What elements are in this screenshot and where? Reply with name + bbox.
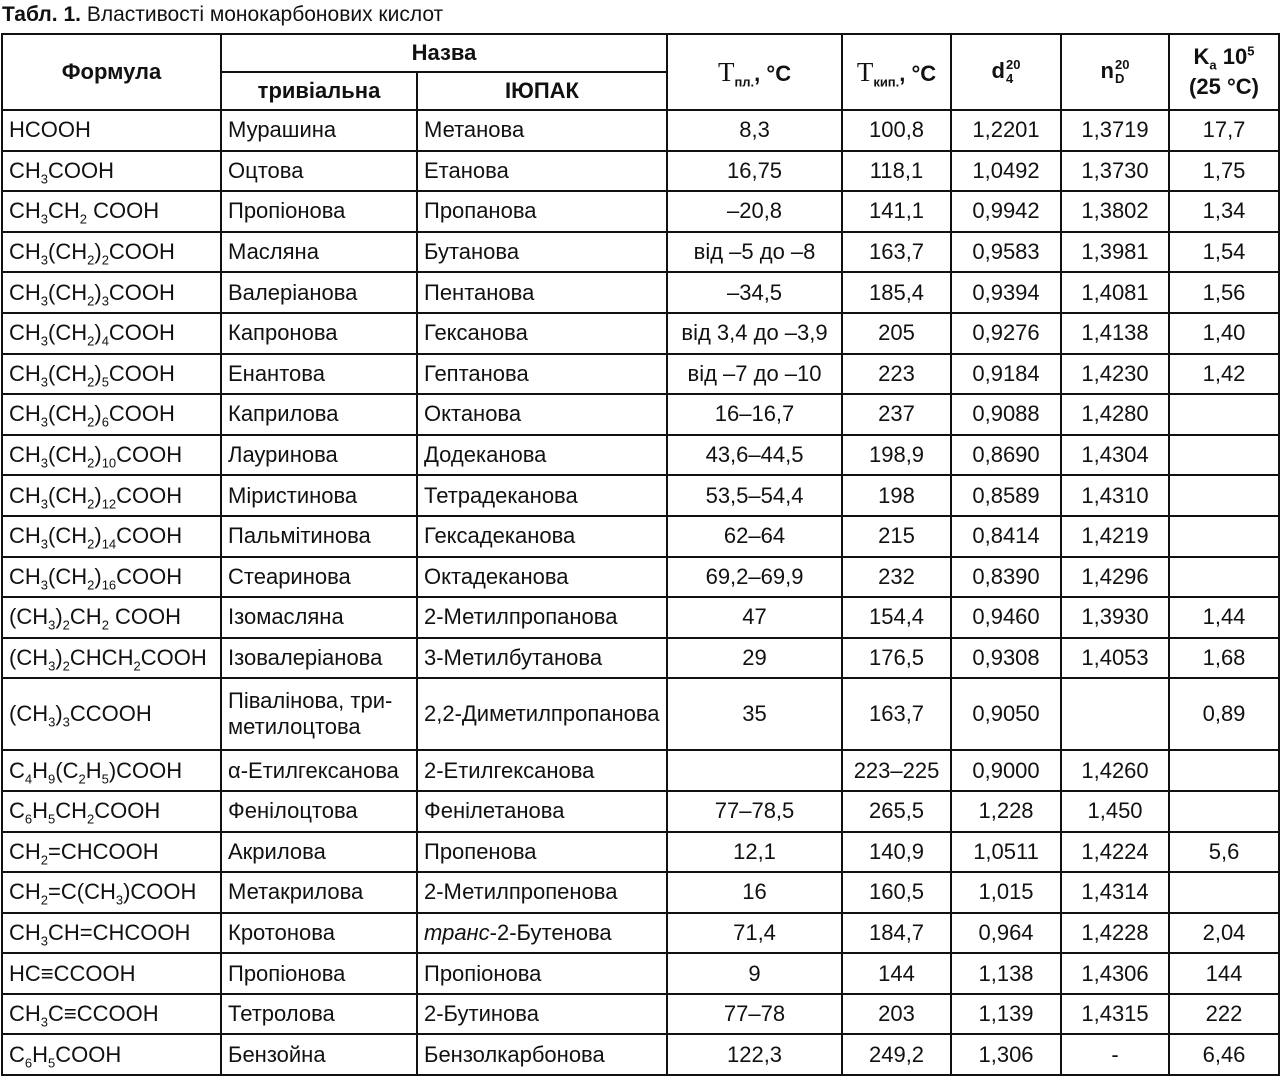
cell-density: 1,0511 [951, 832, 1061, 873]
cell-formula: $CH_3(CH_2)_{16}COOH$ [2, 557, 221, 598]
cell-boiling-point: 176,5 [842, 638, 951, 679]
cell-formula: $CH_3CH_2$ COOH [2, 191, 221, 232]
cell-trivial-name: Ізовалеріанова [221, 638, 417, 679]
cell-trivial-name: Фенілоцтова [221, 791, 417, 832]
cell-boiling-point: 140,9 [842, 832, 951, 873]
cell-melting-point: 71,4 [667, 913, 842, 954]
table-row [2, 232, 1279, 273]
cell-boiling-point: 184,7 [842, 913, 951, 954]
cell-ka: 1,54 [1169, 232, 1279, 273]
cell-formula: $CH_3(CH_2)_5COOH$ [2, 354, 221, 395]
table-row [2, 791, 1279, 832]
cell-ka: 2,04 [1169, 913, 1279, 954]
cell-iupac-name: 2,2-Диметилпропанова [417, 678, 667, 750]
cell-trivial-name: Акрилова [221, 832, 417, 873]
header-refraction: n20 D [1061, 34, 1169, 110]
cell-melting-point: 122,3 [667, 1034, 842, 1075]
cell-density: 1,306 [951, 1034, 1061, 1075]
cell-density: 0,8690 [951, 435, 1061, 476]
cell-melting-point: 12,1 [667, 832, 842, 873]
cell-boiling-point: 154,4 [842, 597, 951, 638]
cell-trivial-name: Бензойна [221, 1034, 417, 1075]
cell-boiling-point: 144 [842, 953, 951, 994]
cell-trivial-name: Міристинова [221, 475, 417, 516]
cell-ka [1169, 872, 1279, 913]
cell-trivial-name: Енантова [221, 354, 417, 395]
cell-iupac-name: Тетрадеканова [417, 475, 667, 516]
cell-ka: 144 [1169, 953, 1279, 994]
cell-ka [1169, 557, 1279, 598]
cell-formula: $(CH_3)_2CHCH_2COOH$ [2, 638, 221, 679]
cell-formula: $CH_3(CH_2)_{14}COOH$ [2, 516, 221, 557]
cell-boiling-point: 205 [842, 313, 951, 354]
cell-formula: $C_6H_5CH_2COOH$ [2, 791, 221, 832]
cell-iupac-name: Додеканова [417, 435, 667, 476]
cell-refraction: 1,4296 [1061, 557, 1169, 598]
cell-melting-point: 9 [667, 953, 842, 994]
table-row [2, 638, 1279, 679]
header-melting-point: $T_{пл.}$, °C [667, 34, 842, 110]
cell-boiling-point: 198,9 [842, 435, 951, 476]
cell-trivial-name: Мурашина [221, 110, 417, 151]
cell-density: 0,9394 [951, 272, 1061, 313]
cell-formula: $CH_3(CH_2)_3COOH$ [2, 272, 221, 313]
cell-melting-point: 29 [667, 638, 842, 679]
cell-melting-point: 35 [667, 678, 842, 750]
cell-melting-point: 53,5–54,4 [667, 475, 842, 516]
cell-boiling-point: 198 [842, 475, 951, 516]
cell-refraction: 1,4081 [1061, 272, 1169, 313]
cell-iupac-name: Бензолкарбонова [417, 1034, 667, 1075]
cell-trivial-name: α-Етилгексанова [221, 750, 417, 791]
cell-trivial-name: Оцтова [221, 151, 417, 192]
cell-formula: $CH_3(CH_2)_4COOH$ [2, 313, 221, 354]
caption-title: Властивості монокарбонових кислот [86, 3, 444, 26]
cell-formula: $CH_3CH=CHCOOH$ [2, 913, 221, 954]
cell-boiling-point: 100,8 [842, 110, 951, 151]
header-density: d20 4 [951, 34, 1061, 110]
cell-ka: 1,44 [1169, 597, 1279, 638]
cell-ka: 17,7 [1169, 110, 1279, 151]
cell-formula: $CH_2=C(CH_3)COOH$ [2, 872, 221, 913]
cell-melting-point: від –5 до –8 [667, 232, 842, 273]
cell-trivial-name: Стеаринова [221, 557, 417, 598]
cell-iupac-name: Гептанова [417, 354, 667, 395]
cell-trivial-name: Кротонова [221, 913, 417, 954]
cell-ka [1169, 475, 1279, 516]
cell-ka: 1,75 [1169, 151, 1279, 192]
cell-trivial-name: Півалінова, три- метилоцтова [221, 678, 417, 750]
cell-formula: HC≡CCOOH [2, 953, 221, 994]
cell-density: 0,9050 [951, 678, 1061, 750]
cell-iupac-name: Гексанова [417, 313, 667, 354]
cell-density: 1,015 [951, 872, 1061, 913]
cell-iupac-name: Бутанова [417, 232, 667, 273]
cell-ka [1169, 435, 1279, 476]
cell-trivial-name: Метакрилова [221, 872, 417, 913]
cell-refraction: 1,4314 [1061, 872, 1169, 913]
cell-density: 0,9000 [951, 750, 1061, 791]
cell-formula: $C_4H_9(C_2H_5)COOH$ [2, 750, 221, 791]
cell-boiling-point: 223–225 [842, 750, 951, 791]
cell-density: 0,9583 [951, 232, 1061, 273]
cell-trivial-name: Пальмітинова [221, 516, 417, 557]
cell-iupac-name: 2-Метилпропенова [417, 872, 667, 913]
cell-trivial-name: Пропіонова [221, 191, 417, 232]
cell-iupac-name: Пропіонова [417, 953, 667, 994]
table-row [2, 191, 1279, 232]
cell-density: 0,9942 [951, 191, 1061, 232]
cell-melting-point: від 3,4 до –3,9 [667, 313, 842, 354]
table-row [2, 516, 1279, 557]
cell-trivial-name: Пропіонова [221, 953, 417, 994]
cell-density: 1,139 [951, 994, 1061, 1035]
caption-label: Табл. 1. [2, 3, 81, 26]
cell-density: 0,9276 [951, 313, 1061, 354]
cell-ka: 6,46 [1169, 1034, 1279, 1075]
table-row [2, 1034, 1279, 1075]
cell-trivial-name: Валеріанова [221, 272, 417, 313]
cell-iupac-name: Пропенова [417, 832, 667, 873]
cell-refraction [1061, 678, 1169, 750]
cell-density: 0,964 [951, 913, 1061, 954]
cell-formula: $CH_3(CH_2)_6COOH$ [2, 394, 221, 435]
cell-ka: 0,89 [1169, 678, 1279, 750]
cell-boiling-point: 163,7 [842, 232, 951, 273]
cell-iupac-name: 2-Етилгексанова [417, 750, 667, 791]
cell-melting-point: 69,2–69,9 [667, 557, 842, 598]
cell-boiling-point: 118,1 [842, 151, 951, 192]
cell-iupac-name: 2-Метилпропанова [417, 597, 667, 638]
cell-iupac-name: Фенілетанова [417, 791, 667, 832]
cell-melting-point: 16–16,7 [667, 394, 842, 435]
header-name: Назва [221, 34, 667, 72]
cell-iupac-name: Октанова [417, 394, 667, 435]
cell-iupac-name: Етанова [417, 151, 667, 192]
table-row [2, 394, 1279, 435]
cell-ka [1169, 516, 1279, 557]
cell-density: 0,8390 [951, 557, 1061, 598]
cell-iupac-name: 2-Бутинова [417, 994, 667, 1035]
cell-melting-point: –20,8 [667, 191, 842, 232]
cell-density: 0,9088 [951, 394, 1061, 435]
cell-refraction: 1,4228 [1061, 913, 1169, 954]
cell-refraction: 1,4310 [1061, 475, 1169, 516]
table-row [2, 953, 1279, 994]
table-caption [2, 2, 443, 30]
table-row [2, 678, 1279, 750]
cell-melting-point: 77–78 [667, 994, 842, 1035]
cell-trivial-name: Лауринова [221, 435, 417, 476]
cell-refraction: 1,4138 [1061, 313, 1169, 354]
cell-ka: 1,68 [1169, 638, 1279, 679]
cell-trivial-name: Тетролова [221, 994, 417, 1035]
table-row [2, 475, 1279, 516]
cell-refraction: 1,3730 [1061, 151, 1169, 192]
cell-ka [1169, 791, 1279, 832]
cell-refraction: 1,4306 [1061, 953, 1169, 994]
cell-melting-point: 16 [667, 872, 842, 913]
cell-refraction: 1,450 [1061, 791, 1169, 832]
table-row [2, 313, 1279, 354]
cell-boiling-point: 160,5 [842, 872, 951, 913]
cell-refraction: 1,4304 [1061, 435, 1169, 476]
cell-trivial-name: Ізомасляна [221, 597, 417, 638]
cell-boiling-point: 141,1 [842, 191, 951, 232]
cell-ka: 1,42 [1169, 354, 1279, 395]
cell-density: 1,228 [951, 791, 1061, 832]
cell-refraction: 1,3981 [1061, 232, 1169, 273]
cell-refraction: 1,3930 [1061, 597, 1169, 638]
cell-melting-point: 8,3 [667, 110, 842, 151]
cell-iupac-name: Метанова [417, 110, 667, 151]
cell-iupac-name: Гексадеканова [417, 516, 667, 557]
cell-density: 0,9184 [951, 354, 1061, 395]
table-row [2, 272, 1279, 313]
cell-trivial-name: Каприлова [221, 394, 417, 435]
cell-melting-point: 43,6–44,5 [667, 435, 842, 476]
cell-density: 0,8589 [951, 475, 1061, 516]
cell-refraction: 1,4219 [1061, 516, 1169, 557]
cell-formula: $CH_3(CH_2)_{12}COOH$ [2, 475, 221, 516]
table-row [2, 110, 1279, 151]
cell-melting-point [667, 750, 842, 791]
cell-boiling-point: 185,4 [842, 272, 951, 313]
cell-melting-point: 62–64 [667, 516, 842, 557]
cell-melting-point: від –7 до –10 [667, 354, 842, 395]
cell-iupac-name: Пропанова [417, 191, 667, 232]
cell-formula: HCOOH [2, 110, 221, 151]
cell-density: 0,9460 [951, 597, 1061, 638]
cell-refraction: 1,4224 [1061, 832, 1169, 873]
table-row [2, 557, 1279, 598]
cell-ka: 222 [1169, 994, 1279, 1035]
table-body [2, 110, 1279, 1075]
header-ka: $K_a$ $10^5$ (25 °C) [1169, 34, 1279, 110]
cell-formula: $(CH_3)_2CH_2$ COOH [2, 597, 221, 638]
cell-boiling-point: 223 [842, 354, 951, 395]
cell-refraction: - [1061, 1034, 1169, 1075]
cell-trivial-name: Масляна [221, 232, 417, 273]
cell-boiling-point: 237 [842, 394, 951, 435]
cell-boiling-point: 203 [842, 994, 951, 1035]
table-row [2, 994, 1279, 1035]
cell-formula: $CH_3(CH_2)_2COOH$ [2, 232, 221, 273]
cell-refraction: 1,3719 [1061, 110, 1169, 151]
cell-trivial-name: Капронова [221, 313, 417, 354]
cell-melting-point: –34,5 [667, 272, 842, 313]
cell-ka: 1,34 [1169, 191, 1279, 232]
table-row [2, 597, 1279, 638]
cell-formula: $CH_3(CH_2)_{10}COOH$ [2, 435, 221, 476]
header-boiling-point: $T_{кип.}$, °C [842, 34, 951, 110]
acid-properties-table [1, 33, 1280, 1076]
cell-ka: 1,56 [1169, 272, 1279, 313]
table-row [2, 872, 1279, 913]
header-formula: Формула [2, 34, 221, 110]
cell-density: 0,8414 [951, 516, 1061, 557]
cell-boiling-point: 215 [842, 516, 951, 557]
cell-refraction: 1,3802 [1061, 191, 1169, 232]
cell-density: 1,0492 [951, 151, 1061, 192]
cell-ka [1169, 394, 1279, 435]
cell-boiling-point: 249,2 [842, 1034, 951, 1075]
cell-ka [1169, 750, 1279, 791]
cell-formula: $CH_2=CHCOOH$ [2, 832, 221, 873]
table-row [2, 913, 1279, 954]
cell-refraction: 1,4053 [1061, 638, 1169, 679]
cell-ka: 1,40 [1169, 313, 1279, 354]
header-iupac: ІЮПАК [417, 72, 667, 110]
cell-melting-point: 47 [667, 597, 842, 638]
cell-refraction: 1,4260 [1061, 750, 1169, 791]
cell-melting-point: 77–78,5 [667, 791, 842, 832]
table-row [2, 354, 1279, 395]
table-row [2, 151, 1279, 192]
cell-formula: $C_6H_5COOH$ [2, 1034, 221, 1075]
cell-density: 1,2201 [951, 110, 1061, 151]
cell-ka: 5,6 [1169, 832, 1279, 873]
cell-iupac-name: транс-2-Бутенова [417, 913, 667, 954]
cell-boiling-point: 163,7 [842, 678, 951, 750]
cell-formula: $CH_3C\equiv CCOOH$ [2, 994, 221, 1035]
cell-iupac-name: Октадеканова [417, 557, 667, 598]
cell-formula: $CH_3COOH$ [2, 151, 221, 192]
cell-melting-point: 16,75 [667, 151, 842, 192]
table-row [2, 832, 1279, 873]
cell-iupac-name: 3-Метилбутанова [417, 638, 667, 679]
cell-density: 1,138 [951, 953, 1061, 994]
cell-density: 0,9308 [951, 638, 1061, 679]
cell-refraction: 1,4230 [1061, 354, 1169, 395]
header-row-1 [2, 34, 1279, 72]
table-row [2, 435, 1279, 476]
table-row [2, 750, 1279, 791]
cell-boiling-point: 265,5 [842, 791, 951, 832]
cell-iupac-name: Пентанова [417, 272, 667, 313]
cell-refraction: 1,4280 [1061, 394, 1169, 435]
header-trivial: тривіальна [221, 72, 417, 110]
cell-formula: $(CH_3)_3CCOOH$ [2, 678, 221, 750]
cell-boiling-point: 232 [842, 557, 951, 598]
cell-refraction: 1,4315 [1061, 994, 1169, 1035]
